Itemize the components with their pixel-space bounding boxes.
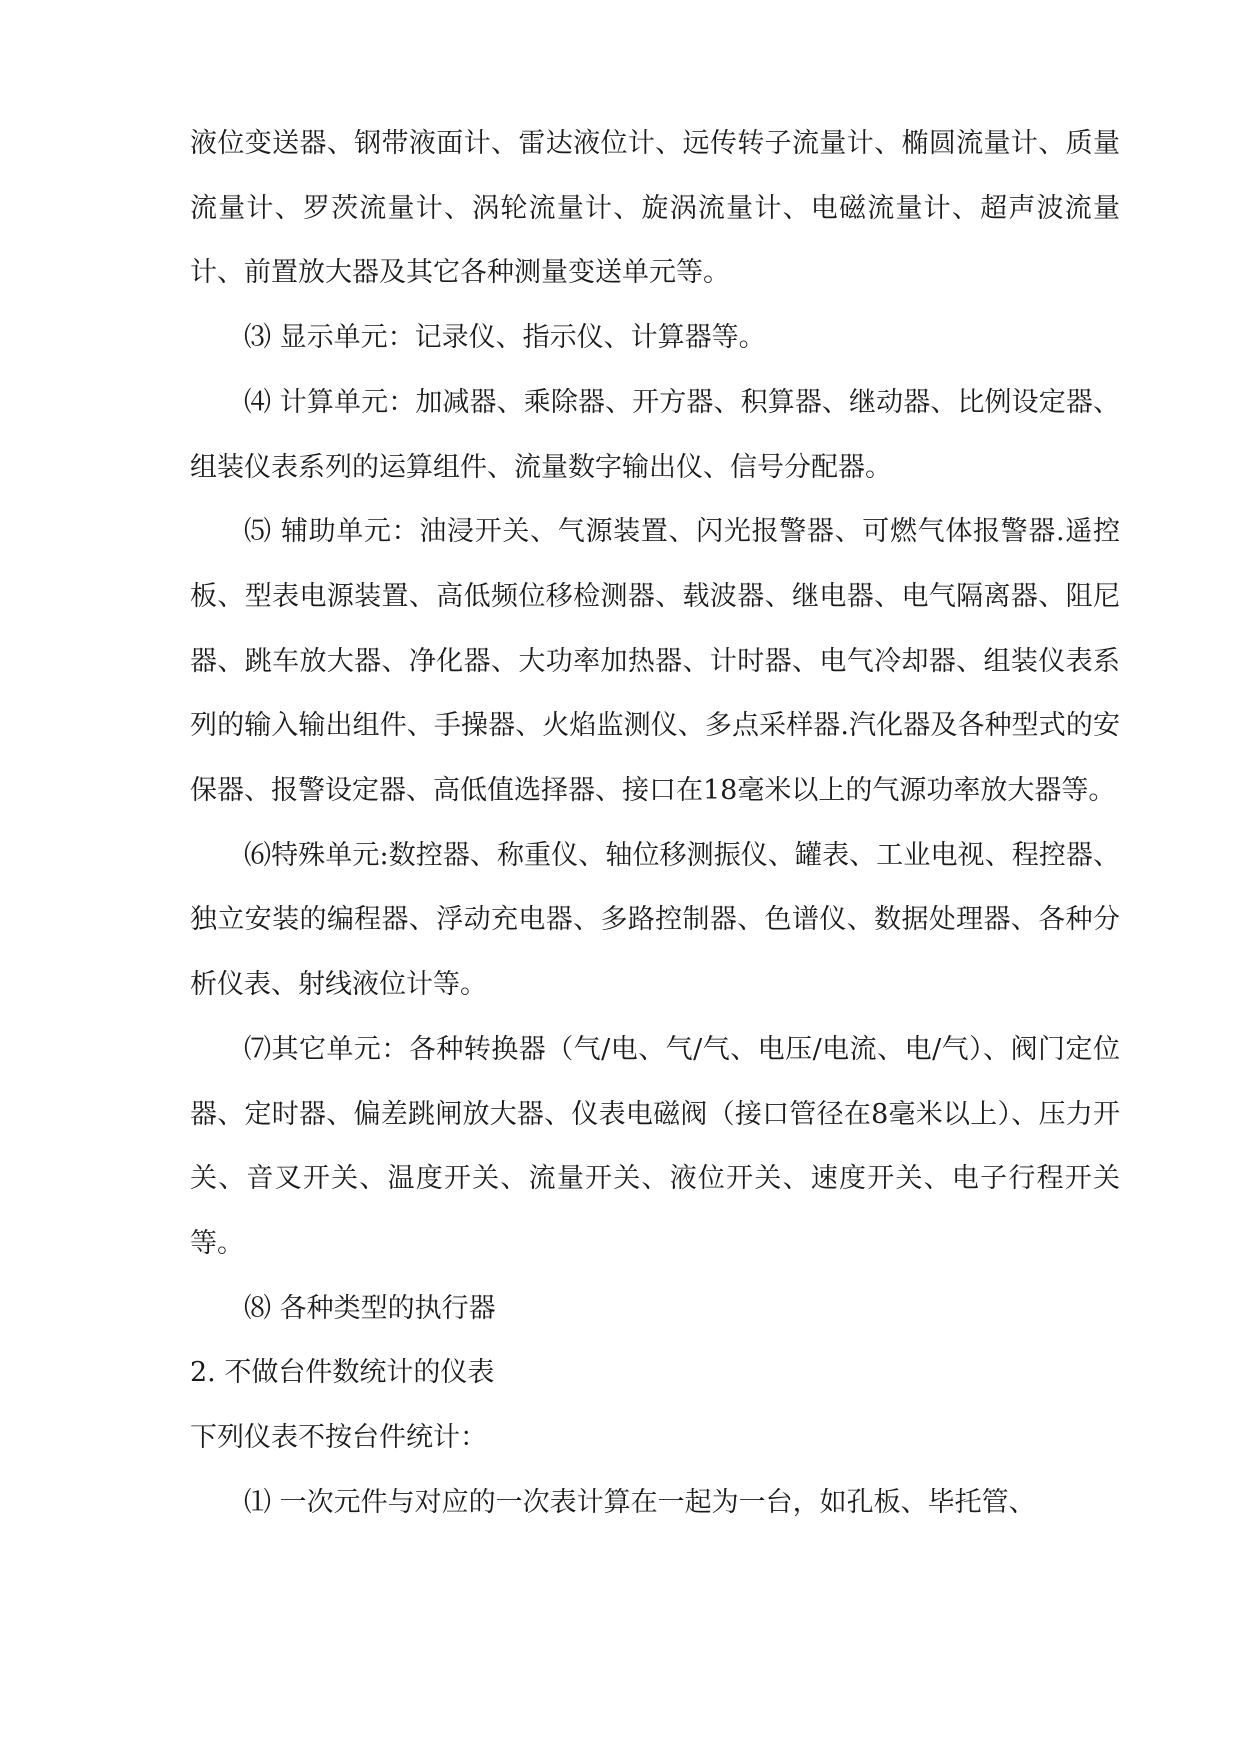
paragraph-primary-elements: ⑴ 一次元件与对应的一次表计算在一起为一台，如孔板、毕托管、 bbox=[244, 1486, 1036, 1518]
paragraph-uncounted-intro: 下列仪表不按台件统计： bbox=[190, 1422, 487, 1454]
document-body bbox=[190, 112, 1120, 1535]
paragraph-display-units: ⑶ 显示单元：记录仪、指示仪、计算器等。 bbox=[244, 322, 766, 354]
paragraph-computing-units: ⑷ 计算单元：加减器、乘除器、开方器、积算器、继动器、比例设定器、组装仪表系列的运算组件、流量数字输出仪、信号分配器。 bbox=[190, 386, 1120, 483]
paragraph-measuring-units-continued: 液位变送器、钢带液面计、雷达液位计、远传转子流量计、椭圆流量计、质量流量计、罗茨流量计、涡轮流量计、旋涡流量计、电磁流量计、超声波流量计、前置放大器及其它各种测量变送单元等。 bbox=[190, 128, 1120, 289]
paragraph-other-units: ⑺其它单元：各种转换器（气/电、气/气、电压/电流、电/气）、阀门定位器、定时器、偏差跳闸放大器、仪表电磁阀（接口管径在8毫米以上）、压力开关、音叉开关、温度开关、流量开关、液位开关、速度开关、电子行程开关等。 bbox=[190, 1033, 1120, 1259]
section-heading-uncounted-instruments: 2. 不做台件数统计的仪表 bbox=[190, 1357, 495, 1389]
paragraph-actuators: ⑻ 各种类型的执行器 bbox=[244, 1292, 496, 1324]
paragraph-special-units: ⑹特殊单元:数控器、称重仪、轴位移测振仪、罐表、工业电视、程控器、独立安装的编程器、浮动充电器、多路控制器、色谱仪、数据处理器、各种分析仪表、射线液位计等。 bbox=[190, 839, 1120, 1001]
paragraph-auxiliary-units: ⑸ 辅助单元：油浸开关、气源装置、闪光报警器、可燃气体报警器.遥控板、型表电源装置、高低频位移检测器、载波器、继电器、电气隔离器、阻尼器、跳车放大器、净化器、大功率加热器、计时器、电气冷却器、组装仪表系列的输入输出组件、手操器、火焰监测仪、多点采样器.汽化器及各种型式的安保器、报警设定器、高低值选择器、接口在18毫米以上的气源功率放大器等。 bbox=[190, 516, 1120, 807]
